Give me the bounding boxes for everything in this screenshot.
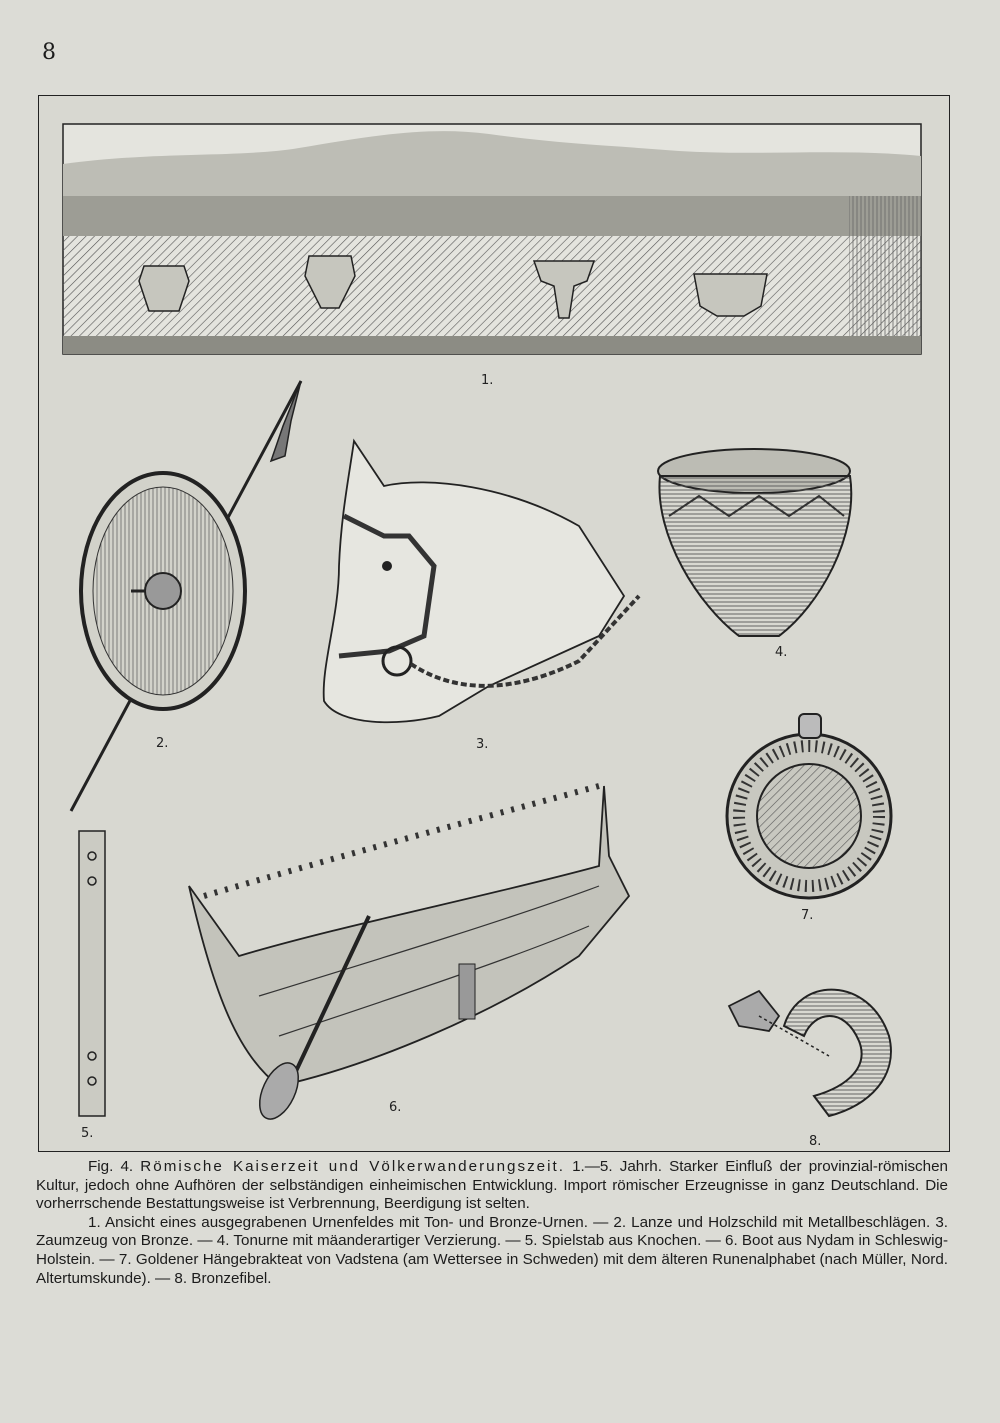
figure-label-7: 7. [801, 908, 814, 923]
page-number: 8 [42, 40, 56, 65]
nydam-boat [189, 786, 629, 1125]
caption-fig-label: Fig. 4. [88, 1158, 134, 1175]
clay-urn-icon [139, 266, 189, 311]
figure-label-2: 2. [156, 736, 169, 751]
engraving-illustration [39, 96, 949, 1151]
illustration-plate [38, 95, 950, 1152]
figure-caption [36, 1158, 948, 1288]
figure-label-5: 5. [81, 1126, 94, 1141]
figure-label-1: 1. [481, 373, 494, 388]
caption-intro: 1.—5. Jahrh. Starker Einfluß der provinzial-römischen Kultur, jedoch ohne Aufhören der selbständigen einheimischen Entwicklung. Import römischer Erzeugnisse in ganz Deutschland. Die vorherrschende Bestattungsweise ist Verbrennung, Beerdigung ist selten. [36, 1158, 948, 1213]
urn-field-scene [63, 124, 921, 354]
gold-bracteate [727, 714, 891, 898]
horse-bridle [324, 441, 639, 722]
decorated-clay-urn [658, 449, 851, 636]
bone-game-stick [79, 831, 105, 1116]
bronze-fibula [729, 990, 891, 1116]
figure-label-4: 4. [775, 645, 788, 660]
bronze-bowl-icon [694, 274, 767, 316]
caption-intro-paragraph [36, 1158, 948, 1214]
shield-and-lance [71, 381, 301, 811]
figure-label-8: 8. [809, 1134, 822, 1149]
caption-items: 1. Ansicht eines ausgegrabenen Urnenfeldes mit Ton- und Bronze-Urnen. — 2. Lanze und Holzschild mit Metallbeschlägen. 3. Zaumzeug von Bronze. — 4. Tonurne mit mäanderartiger Verzierung. — 5. Spielstab aus Knochen. — 6. Boot aus Nydam in Schleswig-Holstein. — 7. Goldener Hängebrakteat von Vadstena (am Wettersee in Schweden) mit dem älteren Runenalphabet (nach Müller, Nord. Altertumskunde). — 8. Bronzefibel. [36, 1213, 948, 1287]
figure-label-3: 3. [476, 737, 489, 752]
caption-title: Römische Kaiserzeit und Völkerwanderungszeit. [140, 1158, 565, 1175]
figure-label-6: 6. [389, 1100, 402, 1115]
